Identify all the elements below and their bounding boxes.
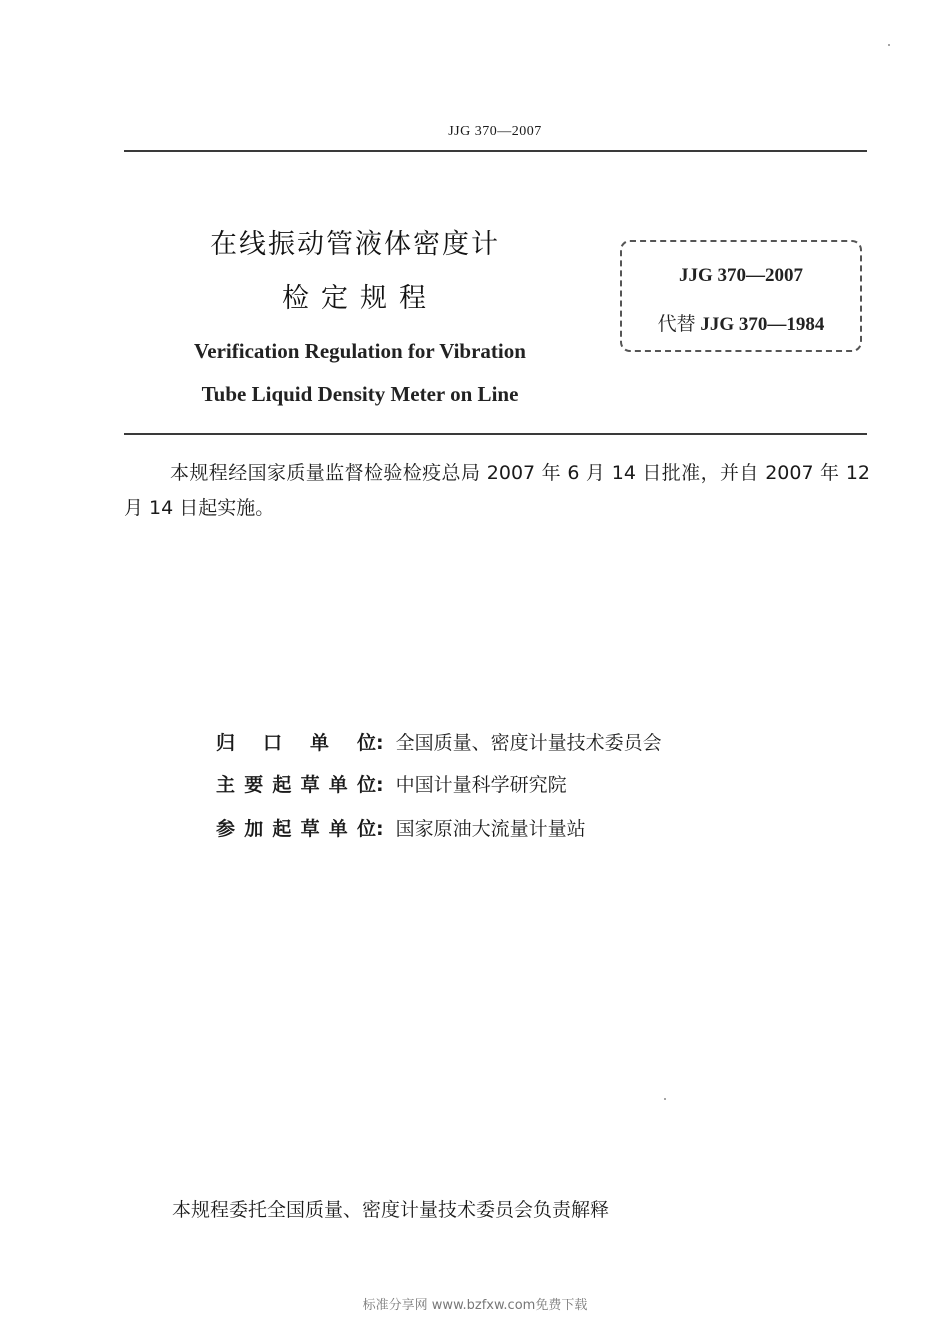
header-rule — [124, 150, 867, 152]
scan-speck — [664, 1098, 666, 1100]
title-english-line-1: Verification Regulation for Vibration — [194, 339, 526, 363]
title-chinese-line-2: 检定规程 — [282, 283, 438, 314]
replaces-code-line — [622, 309, 860, 336]
replaces-prefix: 代替 — [657, 313, 696, 335]
org-label: 参加起草单位 — [216, 818, 376, 840]
org-row-participating-drafter: 参加起草单位: 国家原油大流量计量站 — [216, 814, 586, 841]
scan-speck — [888, 44, 890, 46]
org-value: 国家原油大流量计量站 — [395, 818, 586, 840]
approval-statement: 本规程经国家质量监督检验检疫总局 2007 年 6 月 14 日批准，并自 2007 年 12 月 14 日起实施。 — [124, 462, 870, 519]
title-english-line-2: Tube Liquid Density Meter on Line — [201, 382, 519, 406]
org-row-responsible: 归口单位: 全国质量、密度计量技术委员会 — [216, 728, 662, 755]
replaces-code: JJG 370—1984 — [700, 314, 825, 335]
title-rule — [124, 433, 867, 435]
standard-code: JJG 370—2007 — [678, 265, 804, 286]
header-standard-code: JJG 370—2007 — [448, 124, 542, 139]
watermark-footer: 标准分享网 www.bzfxw.com免费下载 — [362, 1298, 588, 1313]
org-value: 全国质量、密度计量技术委员会 — [395, 732, 662, 754]
interpretation-note: 本规程委托全国质量、密度计量技术委员会负责解释 — [172, 1199, 610, 1221]
title-chinese-line-1: 在线振动管液体密度计 — [210, 229, 500, 260]
org-value: 中国计量科学研究院 — [395, 774, 567, 796]
org-row-main-drafter: 主要起草单位: 中国计量科学研究院 — [216, 770, 567, 797]
org-label: 主要起草单位 — [216, 774, 376, 796]
org-label: 归口单位 — [216, 732, 376, 754]
